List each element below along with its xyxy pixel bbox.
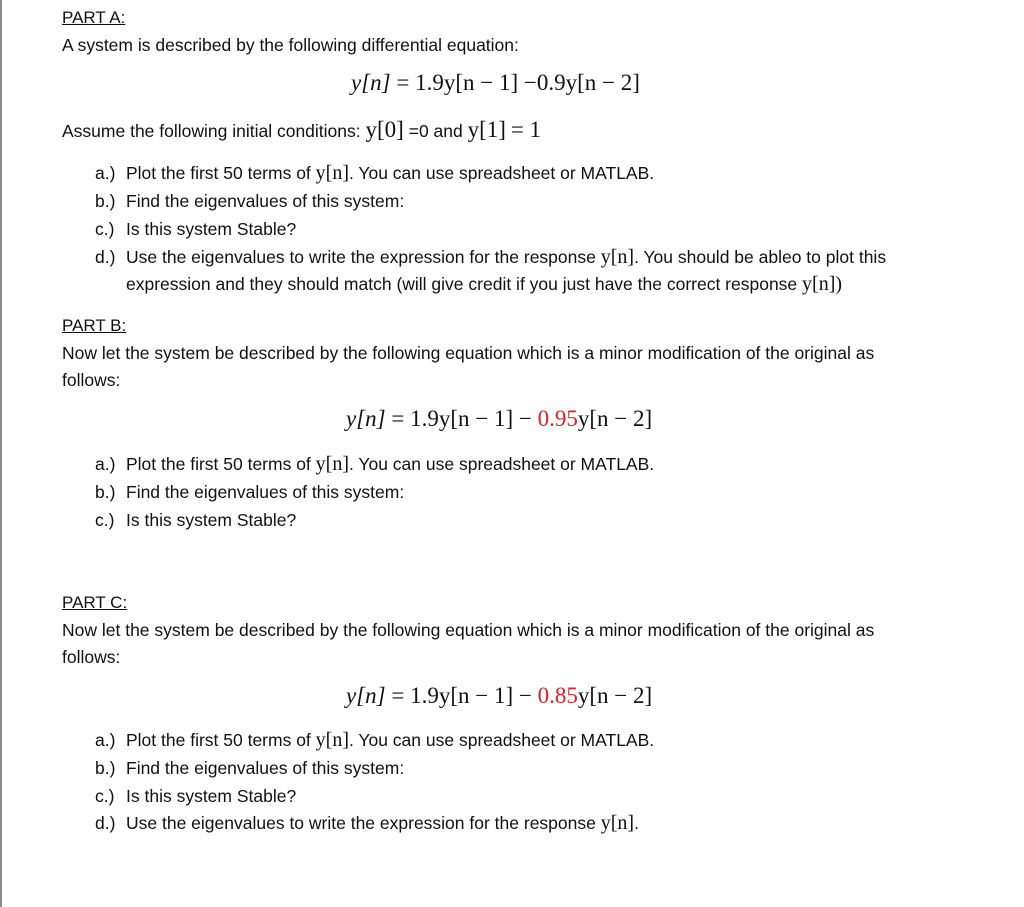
item-text-end: . You can use spreadsheet or MATLAB.	[349, 730, 655, 750]
item-text: Is this system Stable?	[126, 786, 297, 806]
part-b-intro-line2: follows:	[62, 370, 121, 390]
initial-y0: y[0]	[365, 117, 404, 142]
item-text: Plot the first 50 terms of	[126, 454, 311, 474]
eq-lhs: y[n]	[346, 406, 386, 431]
part-c-list	[95, 727, 995, 839]
item-text: Use the eigenvalues to write the expression for the response	[126, 813, 596, 833]
list-item	[95, 727, 995, 754]
item-text-end: . You can use spreadsheet or MATLAB.	[349, 454, 655, 474]
eq-equals: =	[391, 683, 405, 708]
item-text: Plot the first 50 terms of	[126, 163, 311, 183]
list-item	[95, 244, 995, 271]
list-item-continuation	[126, 271, 996, 298]
part-c-equation	[346, 683, 652, 709]
part-c-intro-line2: follows:	[62, 647, 121, 667]
item-label: c.)	[95, 786, 115, 806]
eq-coefficient-modified: 0.95	[537, 406, 578, 431]
item-label: d.)	[95, 813, 116, 833]
eq-rhs-1: 1.9y[n − 1]	[410, 683, 514, 708]
item-text-end: . You can use spreadsheet or MATLAB.	[349, 163, 655, 183]
initial-y1: y[1]	[467, 117, 506, 142]
part-c-heading: PART C:	[62, 593, 128, 612]
item-text-end: .	[634, 813, 639, 833]
initial-eq2: = 1	[510, 117, 542, 142]
item-math: y[n]	[315, 729, 349, 751]
part-a-intro: A system is described by the following differential equation:	[62, 35, 519, 55]
list-item	[95, 451, 995, 478]
initial-prefix: Assume the following initial conditions:	[62, 121, 361, 141]
eq-minus: −	[518, 683, 532, 708]
item-text-end: )	[835, 273, 843, 295]
list-item	[95, 507, 995, 534]
initial-eq1: =0 and	[408, 121, 463, 141]
eq-rhs-1: 1.9y[n − 1]	[415, 70, 519, 95]
item-text-end: . You should be ableo to plot this	[634, 247, 887, 267]
item-math: y[n]	[600, 812, 635, 834]
item-label: b.)	[95, 482, 116, 502]
eq-rhs-2: y[n − 2]	[577, 406, 653, 431]
item-text: Is this system Stable?	[126, 510, 297, 530]
item-label: d.)	[95, 247, 116, 267]
list-item	[95, 755, 995, 782]
eq-rhs-2: y[n − 2]	[577, 683, 653, 708]
item-text: Find the eigenvalues of this system:	[126, 758, 405, 778]
item-label: c.)	[95, 510, 115, 530]
part-a-equation	[351, 70, 640, 96]
eq-lhs: y[n]	[346, 683, 386, 708]
list-item	[95, 783, 995, 810]
item-label: c.)	[95, 219, 115, 239]
eq-lhs: y[n]	[351, 70, 391, 95]
eq-minus: −	[523, 70, 537, 95]
part-c-intro-line1: Now let the system be described by the following equation which is a minor modification of the original as	[62, 620, 875, 640]
list-item	[95, 810, 995, 837]
eq-coefficient-modified: 0.85	[537, 683, 578, 708]
item-label: a.)	[95, 163, 116, 183]
eq-minus: −	[518, 406, 532, 431]
list-item	[95, 479, 995, 506]
part-a-initial-conditions	[62, 116, 541, 145]
eq-rhs-1: 1.9y[n − 1]	[410, 406, 514, 431]
item-text: Plot the first 50 terms of	[126, 730, 311, 750]
item-text: Find the eigenvalues of this system:	[126, 191, 405, 211]
item-label: a.)	[95, 730, 116, 750]
part-b-heading: PART B:	[62, 316, 127, 335]
item-label: b.)	[95, 191, 116, 211]
item-math: y[n]	[315, 162, 349, 184]
eq-coefficient: 0.9	[536, 70, 566, 95]
part-a-heading: PART A:	[62, 8, 126, 27]
item-math: y[n]	[600, 246, 635, 268]
item-text: Find the eigenvalues of this system:	[126, 482, 405, 502]
eq-equals: =	[391, 406, 405, 431]
list-item	[95, 160, 995, 187]
part-b-equation	[346, 406, 652, 432]
item-label: b.)	[95, 758, 116, 778]
eq-equals: =	[396, 70, 410, 95]
list-item	[95, 188, 995, 215]
item-math: y[n]	[315, 453, 349, 475]
part-a-list	[95, 160, 995, 300]
item-math: y[n]	[802, 273, 836, 295]
item-label: a.)	[95, 454, 116, 474]
part-b-list	[95, 451, 995, 535]
item-text: Is this system Stable?	[126, 219, 297, 239]
item-text: Use the eigenvalues to write the expression for the response	[126, 247, 596, 267]
eq-rhs-2: y[n − 2]	[565, 70, 640, 95]
part-b-intro-line1: Now let the system be described by the following equation which is a minor modification of the original as	[62, 343, 875, 363]
item-text: expression and they should match (will give credit if you just have the correct response	[126, 274, 798, 294]
list-item	[95, 216, 995, 243]
